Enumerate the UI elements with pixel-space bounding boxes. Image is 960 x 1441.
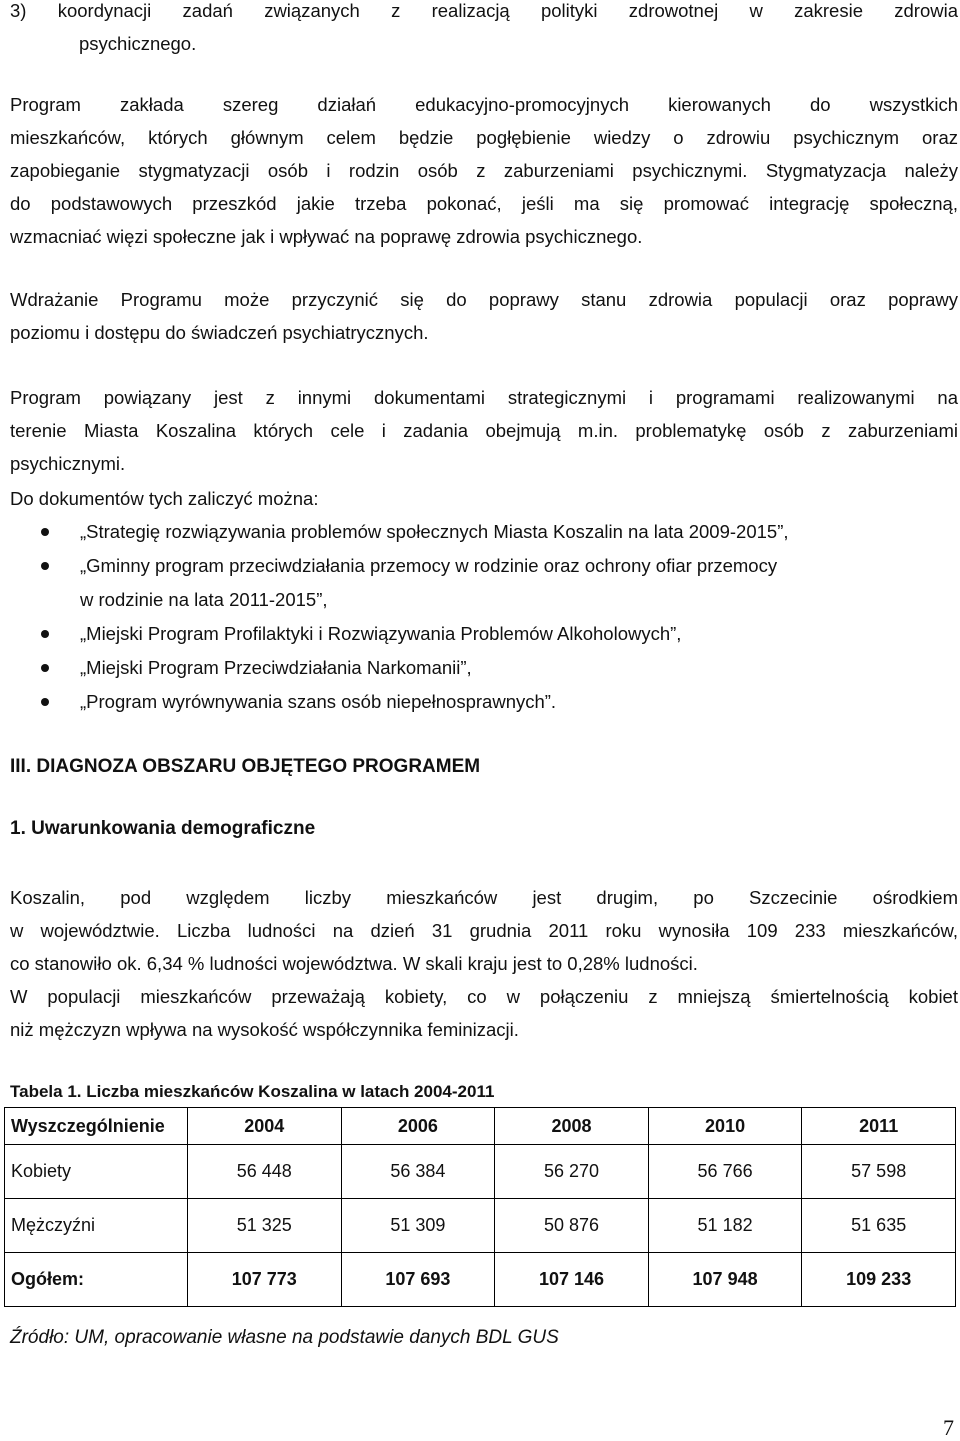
list-item-text-continuation: w rodzinie na lata 2011-2015”, bbox=[80, 589, 328, 610]
list-item bbox=[0, 515, 960, 549]
paragraph-line: Program zakłada szereg działań edukacyjno-promocyjnych kierowanych do wszystkich bbox=[10, 94, 958, 115]
bullet-icon bbox=[41, 630, 49, 638]
table-cell: 51 325 bbox=[188, 1199, 342, 1253]
list-item-text: „Gminny program przeciwdziałania przemocy w rodzinie oraz ochrony ofiar przemocy bbox=[80, 555, 778, 576]
table-header-cell: 2006 bbox=[341, 1108, 495, 1145]
paragraph-line: poziomu i dostępu do świadczeń psychiatrycznych. bbox=[10, 322, 429, 343]
table-total-row bbox=[5, 1253, 956, 1307]
paragraph-line: W populacji mieszkańców przeważają kobiety, co w połączeniu z mniejszą śmiertelnością kobiet bbox=[10, 986, 958, 1007]
paragraph-implementation bbox=[10, 283, 958, 349]
subsection-heading: 1. Uwarunkowania demograficzne bbox=[10, 818, 316, 839]
list-item bbox=[0, 617, 960, 651]
bullet-icon bbox=[41, 698, 49, 706]
table-header-cell: Wyszczególnienie bbox=[5, 1108, 188, 1145]
list-item-text: „Strategię rozwiązywania problemów społecznych Miasta Koszalin na lata 2009-2015”, bbox=[80, 521, 789, 542]
table-cell: 56 448 bbox=[188, 1145, 342, 1199]
table-header-cell: 2010 bbox=[648, 1108, 802, 1145]
table-cell: 107 773 bbox=[188, 1253, 342, 1307]
list-intro: Do dokumentów tych zaliczyć można: bbox=[10, 488, 319, 509]
paragraph-line: w województwie. Liczba ludności na dzień 31 grudnia 2011 roku wynosiła 109 233 mieszkańców, bbox=[10, 920, 958, 941]
table-header-cell: 2008 bbox=[495, 1108, 649, 1145]
bullet-icon bbox=[41, 528, 49, 536]
page-number: 7 bbox=[943, 1415, 954, 1440]
list-item bbox=[0, 651, 960, 685]
table-row-label: Kobiety bbox=[5, 1145, 188, 1199]
paragraph-feminization bbox=[10, 980, 958, 1046]
paragraph-line: psychicznymi. bbox=[10, 453, 126, 474]
bullet-icon bbox=[41, 664, 49, 672]
paragraph-related-documents bbox=[10, 381, 958, 480]
list-item-text: „Miejski Program Profilaktyki i Rozwiązywania Problemów Alkoholowych”, bbox=[80, 623, 682, 644]
paragraph-line: wzmacniać więzi społeczne jak i wpływać na poprawę zdrowia psychicznego. bbox=[10, 226, 643, 247]
table-cell: 51 182 bbox=[648, 1199, 802, 1253]
paragraph-line: do podstawowych przeszkód jakie trzeba pokonać, jeśli ma się promować integrację społeczną, bbox=[10, 193, 958, 214]
list-item bbox=[0, 685, 960, 719]
table-header-cell: 2011 bbox=[802, 1108, 956, 1145]
table-caption-text: Liczba mieszkańców Koszalina w latach 2004-2011 bbox=[81, 1082, 495, 1101]
paragraph-line: zapobieganie stygmatyzacji osób i rodzin osób z zaburzeniami psychicznymi. Stygmatyzacja należy bbox=[10, 160, 958, 181]
bullet-icon bbox=[41, 562, 49, 570]
paragraph-line: niż mężczyzn wpływa na wysokość współczynnika feminizacji. bbox=[10, 1019, 519, 1040]
list-item bbox=[0, 549, 960, 617]
list-item-text: „Program wyrównywania szans osób niepełnosprawnych”. bbox=[80, 691, 557, 712]
paragraph-program-description bbox=[10, 88, 958, 253]
paragraph-line: mieszkańców, których głównym celem będzie pogłębienie wiedzy o zdrowiu psychicznym oraz bbox=[10, 127, 958, 148]
table-source-note: Źródło: UM, opracowanie własne na podstawie danych BDL GUS bbox=[10, 1327, 559, 1348]
table-cell: 109 233 bbox=[802, 1253, 956, 1307]
table-cell: 51 309 bbox=[341, 1199, 495, 1253]
table-header-row bbox=[5, 1108, 956, 1145]
intro-line-1: 3) koordynacji zadań związanych z realizacją polityki zdrowotnej w zakresie zdrowia bbox=[10, 0, 958, 21]
population-table bbox=[4, 1107, 956, 1307]
paragraph-line: Koszalin, pod względem liczby mieszkańców jest drugim, po Szczecinie ośrodkiem bbox=[10, 887, 958, 908]
table-row bbox=[5, 1145, 956, 1199]
table-caption-label: Tabela 1. bbox=[10, 1082, 82, 1101]
table-cell: 107 693 bbox=[341, 1253, 495, 1307]
table-cell: 51 635 bbox=[802, 1199, 956, 1253]
paragraph-line: Wdrażanie Programu może przyczynić się do poprawy stanu zdrowia populacji oraz poprawy bbox=[10, 289, 958, 310]
table-cell: 107 146 bbox=[495, 1253, 649, 1307]
table-cell: 57 598 bbox=[802, 1145, 956, 1199]
intro-line-2: psychicznego. bbox=[79, 33, 197, 54]
table-cell: 50 876 bbox=[495, 1199, 649, 1253]
table-cell: 56 270 bbox=[495, 1145, 649, 1199]
table-cell: 56 384 bbox=[341, 1145, 495, 1199]
paragraph-line: co stanowiło ok. 6,34 % ludności województwa. W skali kraju jest to 0,28% ludności. bbox=[10, 953, 698, 974]
table-row bbox=[5, 1199, 956, 1253]
paragraph-line: Program powiązany jest z innymi dokumentami strategicznymi i programami realizowanymi na bbox=[10, 387, 958, 408]
table-header-cell: 2004 bbox=[188, 1108, 342, 1145]
table-cell: 107 948 bbox=[648, 1253, 802, 1307]
table-caption bbox=[10, 1082, 494, 1102]
table-cell: 56 766 bbox=[648, 1145, 802, 1199]
documents-list bbox=[0, 515, 960, 719]
list-item-text: „Miejski Program Przeciwdziałania Narkomanii”, bbox=[80, 657, 472, 678]
section-heading: III. DIAGNOZA OBSZARU OBJĘTEGO PROGRAMEM bbox=[10, 756, 481, 777]
intro-list-item bbox=[10, 0, 958, 60]
table-row-label: Ogółem: bbox=[5, 1253, 188, 1307]
paragraph-line: terenie Miasta Koszalina których cele i zadania obejmują m.in. problematykę osób z zaburzeniami bbox=[10, 420, 958, 441]
paragraph-population bbox=[10, 881, 958, 980]
table-row-label: Mężczyźni bbox=[5, 1199, 188, 1253]
